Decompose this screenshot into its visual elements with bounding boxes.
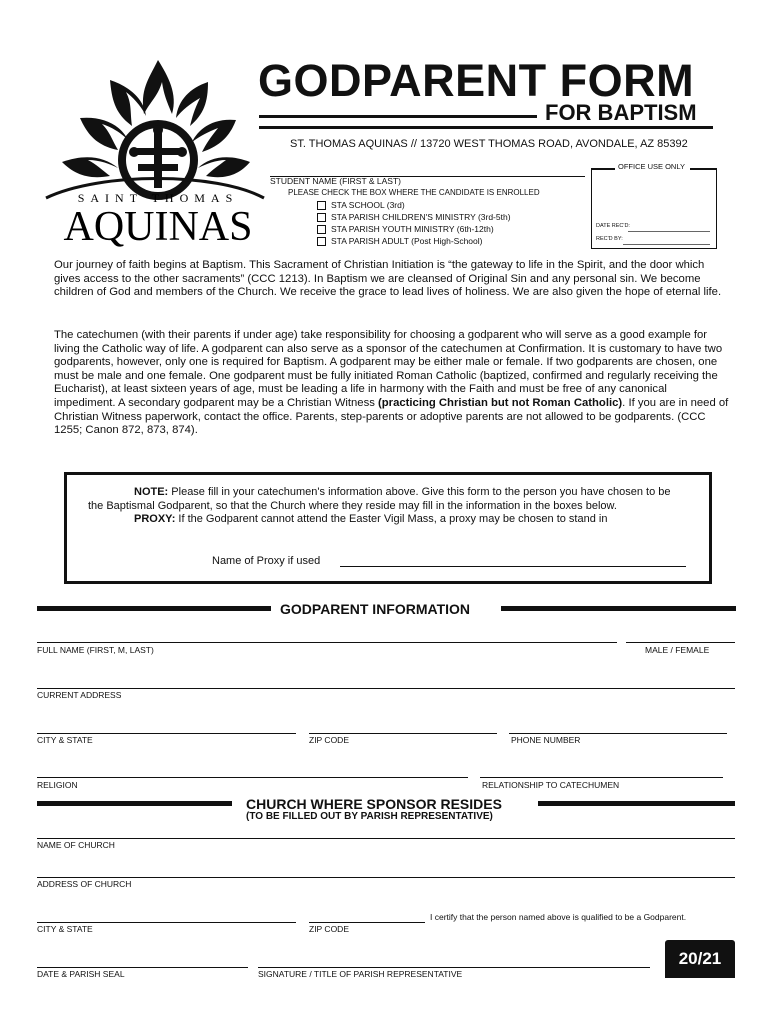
checkbox-label: STA PARISH YOUTH MINISTRY (6th-12th) bbox=[331, 224, 494, 234]
godparent-requirements-paragraph bbox=[54, 329, 729, 438]
title-divider bbox=[259, 115, 537, 118]
church-city-state-field[interactable] bbox=[37, 922, 296, 923]
church-address-field[interactable] bbox=[37, 877, 735, 878]
office-by-label: REC'D BY: bbox=[596, 236, 623, 242]
logo-text-bottom: AQUINAS bbox=[63, 204, 253, 250]
requirements-text-b: . If you are in need of Christian Witness paperwork, contact the office. Parents, step-parents or adoptive parents are not allowed to be godparents. (CCC 1255; Canon 872, 873, 874). bbox=[54, 396, 729, 437]
religion-label: RELIGION bbox=[37, 780, 78, 790]
office-box-top-right bbox=[690, 168, 717, 170]
logo-text-top: SAINT THOMAS bbox=[77, 191, 239, 205]
full-name-label: FULL NAME (FIRST, M, LAST) bbox=[37, 645, 154, 655]
current-address-label: CURRENT ADDRESS bbox=[37, 690, 122, 700]
requirements-text-bold: (practicing Christian but not Roman Catholic) bbox=[378, 396, 623, 409]
note-body: Please fill in your catechumen's information above. Give this form to the person you have chosen to be the Baptismal Godparent, so that the Church where they reside may fill in the information in the boxes below. bbox=[88, 486, 671, 512]
zip-code-field[interactable] bbox=[309, 733, 497, 734]
note-label: NOTE: bbox=[134, 486, 169, 498]
certify-statement: I certify that the person named above is qualified to be a Godparent. bbox=[430, 912, 687, 922]
checkbox-icon[interactable] bbox=[317, 237, 326, 246]
relationship-label: RELATIONSHIP TO CATECHUMEN bbox=[482, 780, 620, 790]
city-state-field[interactable] bbox=[37, 733, 296, 734]
year-badge: 20/21 bbox=[665, 940, 735, 978]
checkbox-label: STA PARISH CHILDREN'S MINISTRY (3rd-5th) bbox=[331, 212, 511, 222]
zip-code-label: ZIP CODE bbox=[309, 735, 349, 745]
section-rule-left bbox=[37, 606, 271, 611]
checkbox-childrens-ministry[interactable] bbox=[317, 212, 511, 222]
city-state-label: CITY & STATE bbox=[37, 735, 93, 745]
current-address-field[interactable] bbox=[37, 688, 735, 689]
office-by-field[interactable] bbox=[623, 244, 710, 245]
church-address-label: ADDRESS OF CHURCH bbox=[37, 879, 132, 889]
church-section-title: CHURCH WHERE SPONSOR RESIDES bbox=[246, 796, 502, 812]
note-text bbox=[88, 486, 688, 527]
date-seal-label: DATE & PARISH SEAL bbox=[37, 969, 125, 979]
signature-label: SIGNATURE / TITLE OF PARISH REPRESENTATIVE bbox=[258, 969, 463, 979]
form-subtitle: FOR BAPTISM bbox=[545, 100, 697, 125]
phone-number-field[interactable] bbox=[509, 733, 727, 734]
subtitle-divider bbox=[259, 126, 713, 129]
section-rule-right bbox=[501, 606, 736, 611]
checkbox-sta-school[interactable] bbox=[317, 200, 405, 210]
church-zip-field[interactable] bbox=[309, 922, 425, 923]
church-rule-left bbox=[37, 801, 232, 806]
proxy-body: If the Godparent cannot attend the Easter Vigil Mass, a proxy may be chosen to stand in bbox=[175, 513, 608, 526]
checkbox-label: STA PARISH ADULT (Post High-School) bbox=[331, 236, 483, 246]
checkbox-icon[interactable] bbox=[317, 213, 326, 222]
checkbox-icon[interactable] bbox=[317, 225, 326, 234]
office-use-title: OFFICE USE ONLY bbox=[618, 162, 685, 171]
gender-label: MALE / FEMALE bbox=[645, 645, 710, 655]
church-city-state-label: CITY & STATE bbox=[37, 924, 93, 934]
church-rule-right bbox=[538, 801, 735, 806]
church-name-label: NAME OF CHURCH bbox=[37, 840, 115, 850]
office-box-top-left bbox=[591, 168, 615, 170]
proxy-name-field[interactable] bbox=[340, 566, 686, 567]
religion-field[interactable] bbox=[37, 777, 468, 778]
student-name-label: STUDENT NAME (FIRST & LAST) bbox=[270, 176, 401, 186]
parish-address: ST. THOMAS AQUINAS // 13720 WEST THOMAS ROAD, AVONDALE, AZ 85392 bbox=[290, 138, 688, 150]
enroll-instruction: PLEASE CHECK THE BOX WHERE THE CANDIDATE IS ENROLLED bbox=[288, 188, 540, 197]
form-title: GODPARENT FORM bbox=[258, 55, 695, 106]
relationship-field[interactable] bbox=[480, 777, 723, 778]
checkbox-icon[interactable] bbox=[317, 201, 326, 210]
checkbox-youth-ministry[interactable] bbox=[317, 224, 494, 234]
signature-field[interactable] bbox=[258, 967, 650, 968]
church-section-subtitle: (TO BE FILLED OUT BY PARISH REPRESENTATIVE) bbox=[246, 811, 493, 822]
godparent-section-title: GODPARENT INFORMATION bbox=[280, 601, 471, 617]
office-date-label: DATE REC'D: bbox=[596, 223, 630, 229]
saint-thomas-aquinas-logo bbox=[40, 52, 270, 252]
church-zip-label: ZIP CODE bbox=[309, 924, 349, 934]
office-date-field[interactable] bbox=[628, 231, 710, 232]
intro-paragraph: Our journey of faith begins at Baptism. This Sacrament of Christian Initiation is “the gateway to life in the Spirit, and the door which gives access to the other sacraments” (CCC 1213). In Baptism we are cleansed of Original Sin and any personal sin. We become children of God and members of the Church. We receive the grace to lead lives of holiness. We are also given the hope of eternal life. bbox=[54, 259, 722, 299]
checkbox-label: STA SCHOOL (3rd) bbox=[331, 200, 405, 210]
church-name-field[interactable] bbox=[37, 838, 735, 839]
proxy-name-label: Name of Proxy if used bbox=[212, 555, 321, 567]
proxy-label: PROXY: bbox=[134, 513, 176, 526]
checkbox-parish-adult[interactable] bbox=[317, 236, 482, 246]
date-seal-field[interactable] bbox=[37, 967, 248, 968]
phone-number-label: PHONE NUMBER bbox=[511, 735, 581, 745]
gender-field[interactable] bbox=[626, 642, 735, 643]
requirements-text-a: The catechumen (with their parents if under age) take responsibility for choosing a godparent who will serve as a good example for living the Catholic way of life. A godparent can also serve as a sponsor of the catechumen at Confirmation. It is customary to have two godparents, however, only one is required for Baptism. A godparent may be either male or female. If two godparents are chosen, one must be male and one female. One godparent must be fully initiated Roman Catholic (baptized, confirmed and regularly receiving the Eucharist), at least sixteen years of age, must be leading a life in harmony with the Faith and must be free of any canonical impediment. A secondary godparent may be a Christian Witness bbox=[54, 329, 723, 409]
full-name-field[interactable] bbox=[37, 642, 617, 643]
